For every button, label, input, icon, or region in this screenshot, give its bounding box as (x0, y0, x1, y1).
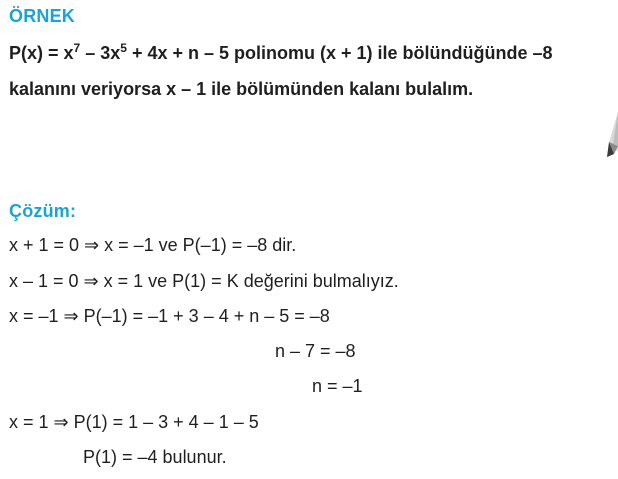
exponent-7: 7 (73, 41, 81, 55)
exponent-5: 5 (120, 41, 127, 55)
solution-line-7: P(1) = –4 bulunur. (83, 447, 227, 467)
solution-line-4: n – 7 = –8 (275, 341, 356, 361)
pencil-icon (604, 112, 618, 158)
solution-line-5: n = –1 (312, 376, 363, 396)
solution-line-6: x = 1 ⇒ P(1) = 1 – 3 + 4 – 1 – 5 (9, 412, 259, 432)
solution-line-2: x – 1 = 0 ⇒ x = 1 ve P(1) = K değerini bulmalıyız. (9, 271, 399, 291)
problem-line-1-part-2: – 3x (80, 43, 121, 63)
problem-line-2: kalanını veriyorsa x – 1 ile bölümünden kalanı bulalım. (9, 79, 474, 99)
solution-line-1: x + 1 = 0 ⇒ x = –1 ve P(–1) = –8 dir. (9, 235, 297, 255)
solution-line-3: x = –1 ⇒ P(–1) = –1 + 3 – 4 + n – 5 = –8 (9, 306, 330, 326)
problem-line-1-part-3: + 4x + n – 5 polinomu (x + 1) ile bölündüğünde –8 (126, 43, 553, 63)
example-heading: ÖRNEK (9, 6, 76, 26)
problem-line-1 (9, 43, 553, 64)
solution-heading: Çözüm: (9, 201, 77, 221)
problem-line-1-part-1: P(x) = x (9, 43, 74, 63)
